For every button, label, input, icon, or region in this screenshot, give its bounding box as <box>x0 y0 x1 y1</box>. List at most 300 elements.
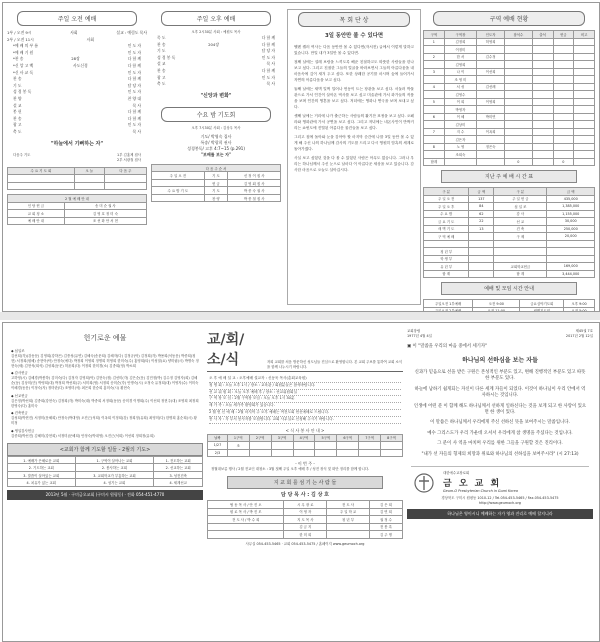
next-week-row-cell: 찬 양 <box>204 194 228 202</box>
prayer-row-cell: 2. 봉사하는 교회 <box>75 464 154 472</box>
meal-header: 3구역 <box>271 434 293 442</box>
prayer-row <box>8 464 203 472</box>
schedule-row-cell: 금요심야기도회 <box>520 300 564 308</box>
meal-header: 날짜 <box>208 434 228 442</box>
pastor-column <box>287 9 421 305</box>
cell-group-row-cell <box>504 106 532 114</box>
meal-header: 6구역 <box>337 434 359 442</box>
staff-row-cell: 시 무 장 로 <box>284 501 327 509</box>
attendance-title: 지난 주 예 배 시 간 표 <box>441 170 577 183</box>
cell-group-row-cell <box>532 106 553 114</box>
attendance-row-cell: 청 년 부 <box>424 248 469 256</box>
attendance-row-cell: 30,000 <box>547 218 595 226</box>
cell-group-row-cell <box>532 91 553 99</box>
prayer-row <box>8 471 203 479</box>
attendance-row-cell: 십 일 조 <box>494 203 547 211</box>
schedule-title: 예배 및 모임 시간 안내 <box>441 282 577 295</box>
meal-row-cell <box>293 449 315 457</box>
attendance-row-cell: 금 요 기 도 <box>424 218 469 226</box>
cell-group-row <box>424 53 595 61</box>
prayer-row-cell: 1. 예배가 은혜로운 교회 <box>8 456 76 464</box>
next-week-row-cell: 김 영 회 집 사 <box>228 179 281 187</box>
weekly-service-row-cell: 김 영 호 정 미 숙 <box>64 210 146 218</box>
cell-group-row-cell <box>504 68 532 76</box>
cell-group-row-cell <box>553 128 574 136</box>
cell-group-row-cell <box>574 46 595 54</box>
cell-group-header: 비고 <box>574 31 595 39</box>
attendance-row-cell <box>547 255 595 263</box>
next-week-row-cell: 수 요 밤 기 도 <box>152 187 205 195</box>
cell-group-row-cell: 나 이 <box>444 68 476 76</box>
attendance-row-cell: 주 일 헌 금 <box>494 195 547 203</box>
weekly-service-row <box>8 210 147 218</box>
cell-group-row <box>424 61 595 69</box>
cell-group-row-cell <box>444 158 476 166</box>
attendance-row-cell <box>469 240 494 248</box>
meal-header: 4구역 <box>293 434 315 442</box>
afternoon-order-row-cell: 인 도 자 <box>261 54 275 60</box>
pastor-column-paragraph: 헬렌 켈러 여사는 다음 동안만 볼 수 있다면(자서전) 글에서 이렇게 말하고 있습니다. 만일 내가 3일만 볼 수 있다면. <box>294 45 414 55</box>
cell-group-row-cell <box>504 151 532 159</box>
cell-group-header: 구역 <box>424 31 445 39</box>
cell-group-row-cell: 박영자 <box>444 106 476 114</box>
afternoon-order-row-cell: 다 함 께 <box>261 67 275 73</box>
cell-group-row-cell: 4 <box>424 83 445 91</box>
cell-group-row-cell <box>504 121 532 129</box>
afternoon-order-row-cell: 축 도 <box>157 81 166 87</box>
attendance-row <box>424 233 595 241</box>
morning-subtitle-row <box>7 37 147 44</box>
meal-row-cell <box>359 449 381 457</box>
meal-row-cell <box>359 442 381 450</box>
morning-order-row-cell: 광 고 <box>13 122 22 128</box>
morning-order-row-cell: 기 도 <box>13 82 22 88</box>
senior-pastor: 담 당 목 사 : 김 상 호 <box>281 492 329 499</box>
cell-group-row-cell <box>477 158 505 166</box>
afternoon-order-row <box>157 55 275 62</box>
afternoon-order-row-cell: 찬 송 <box>157 67 166 73</box>
news-item: 선 교 위 원 회 : 오늘 오후 예배 후 / 장소 : 선교위원회실 <box>209 390 401 397</box>
afternoon-subtitle: 오후 2시30분 사회 : 예원도 목사 <box>191 30 241 34</box>
morning-order-row-cell: 축 도 <box>13 128 22 134</box>
weekly-service-row-cell: 예 배 안 내 <box>8 217 65 225</box>
morning-subtitle-cell: 2부 / 오전 11시 <box>7 36 34 42</box>
meal-row <box>208 442 403 450</box>
next-week-prayer-label: 다음주 기도 <box>13 152 31 157</box>
cell-group-row-cell: 김영희 <box>444 61 476 69</box>
staff-table <box>207 500 403 539</box>
cell-group-row-cell <box>574 113 595 121</box>
cell-group-row-cell <box>504 98 532 106</box>
attendance-row-cell <box>547 248 595 256</box>
morning-order-row-cell: 다 함 께 <box>127 109 141 115</box>
cell-group-row-cell <box>574 98 595 106</box>
cell-group-header: 헌금 <box>553 31 574 39</box>
cell-group-row-cell <box>553 91 574 99</box>
meal-row-cell <box>337 449 359 457</box>
morning-order-row <box>13 83 141 90</box>
prayer-row-cell: 1. 전도하는 교회 <box>154 456 203 464</box>
cell-group-row-cell <box>574 53 595 61</box>
church-news-header-note: 저희 교회를 처음 방문하신 성도님들 진심으로 환영합니다. 본 교회 주보를 통하여 교회 소식을 함께 나누시기 바랍니다. <box>266 360 403 369</box>
morning-order-row-cell: 인 도 자 <box>127 89 141 95</box>
cell-group-row-cell <box>553 53 574 61</box>
afternoon-order-row <box>157 48 275 55</box>
staff-row-cell: 권 정 수 <box>369 516 402 524</box>
morning-order-row-cell: 28장 <box>71 56 80 62</box>
cell-group-row-cell: 이 희 <box>444 98 476 106</box>
morning-order-row-cell: 인 도 자 <box>127 122 141 128</box>
staff-section-title: 지 교 회 를 섬 기 는 사 람 들 <box>227 476 383 489</box>
attendance-row-cell <box>469 263 494 271</box>
attendance-row-cell <box>494 248 547 256</box>
next-week-row-cell: 박 종 숙 권 사 <box>228 187 281 195</box>
afternoon-order-row <box>157 81 275 88</box>
cell-group-header: 구역장 <box>444 31 476 39</box>
offering-row-cell <box>8 182 75 190</box>
next-week-row <box>152 179 281 187</box>
afternoon-worship-title: 주일 오후 예배 <box>161 11 271 26</box>
cell-group-row <box>424 76 595 84</box>
cell-group-row-cell <box>574 76 595 84</box>
news-item: 봉 사 자 : 각 부서 봉사자를 모집합니다. 교회 사무실로 신청해 주시기 바랍니다. <box>209 417 401 424</box>
schedule-row-cell: 오전 9:00 <box>473 300 520 308</box>
cell-group-row-cell <box>532 151 553 159</box>
cell-group-row-cell: 0 <box>553 158 574 166</box>
attendance-header: 금 액 <box>547 188 595 196</box>
cell-group-row-cell: 김은자 <box>444 136 476 144</box>
cell-group-row-cell <box>532 158 553 166</box>
meal-row-cell <box>227 449 249 457</box>
cell-group-row-cell <box>532 76 553 84</box>
cell-group-row-cell: 합계 <box>424 158 445 166</box>
cell-group-row-cell <box>477 46 505 54</box>
staff-row-cell: 김 금 지 <box>284 523 327 531</box>
cell-group-row-cell: 허영희 <box>477 38 505 46</box>
offering-header: 다 음 주 <box>104 167 146 175</box>
afternoon-order-row-cell: 204장 <box>208 41 220 47</box>
meal-header: 7구역 <box>359 434 381 442</box>
morning-order-row <box>13 129 141 136</box>
cell-group-row-cell: 이정미 <box>444 46 476 54</box>
wednesday-prayer-leader: 기도/ 박영숙 집사 <box>200 133 232 139</box>
cell-group-row-cell: 조희숙 <box>444 151 476 159</box>
attendance-row-cell: 84 <box>469 203 494 211</box>
denomination-label: 대한예수교장로회 <box>443 471 470 476</box>
meal-row-cell: 2/3 <box>208 449 228 457</box>
staff-row-cell: 김 연 희 <box>369 508 402 516</box>
wednesday-scripture: 성경봉독/ 고후 4:7~15 (p.291) <box>187 145 245 151</box>
weekly-service-row <box>8 202 147 210</box>
cell-group-row-cell: 이 혜 <box>444 113 476 121</box>
cell-group-row-cell <box>574 143 595 151</box>
meal-row-cell <box>249 442 271 450</box>
meal-row-cell: 1/27 <box>208 442 228 450</box>
next-week-row-cell <box>152 194 205 202</box>
morning-order-row-cell: 목 사 <box>132 102 141 108</box>
cell-group-row-cell: 이옥희 <box>477 128 505 136</box>
cell-group-row-cell <box>504 76 532 84</box>
morning-worship-title: 주일 오전 예배 <box>17 11 137 26</box>
attendance-row-cell: 13 <box>469 225 494 233</box>
cell-group-row <box>424 136 595 144</box>
meal-header: 2구역 <box>249 434 271 442</box>
cell-group-row <box>424 158 595 166</box>
morning-order-row-cell: 성 경 봉 독 <box>13 89 32 95</box>
morning-order-row <box>13 50 141 57</box>
attendance-row-cell: 62 <box>469 210 494 218</box>
attendance-row-cell: 주 일 오 후 <box>424 203 469 211</box>
afternoon-order-row <box>157 75 275 82</box>
cell-group-row-cell <box>532 98 553 106</box>
offering-group-names: 김은정(박선희) 김종희(강현숙) 김정희(각) 박미숙(대) 박종희 서정희(동문) 송미경 이명희(수) 이선희 정현주(대) 조영희 최정희 한영숙(다) 홍미숙 <box>11 398 199 408</box>
cell-group-row-cell <box>424 76 445 84</box>
prayer-row-cell: 1. 구역이 살아나는 교회 <box>75 456 154 464</box>
attendance-row-cell: 250,000 <box>547 225 595 233</box>
attendance-row-cell: 합 계 <box>424 270 469 278</box>
cell-group-row <box>424 46 595 54</box>
cell-group-row-cell <box>532 46 553 54</box>
wednesday-special-song: 특송/ 박광희 권사 <box>200 139 232 145</box>
offering-row-cell <box>74 182 104 190</box>
attendance-row-cell: 20,000 <box>547 233 595 241</box>
offerings-title: 헌기로운 예물 <box>83 334 127 342</box>
morning-order-row-cell: 찬 양 <box>13 95 22 101</box>
offering-group-name: ◆ 감사헌금 <box>11 371 28 376</box>
weekly-service-row <box>8 217 147 225</box>
morning-order-row-cell: *신 사 교 독 <box>13 69 34 75</box>
next-week-row-cell: 박 종 철 집 사 <box>228 194 281 202</box>
morning-order-row-cell: 사도신경 <box>73 62 88 68</box>
cell-group-table <box>423 30 595 166</box>
weekly-service-table <box>7 194 147 225</box>
afternoon-order-row-cell: 목 사 <box>266 81 275 87</box>
schedule-table <box>423 299 595 312</box>
cell-group-row-cell <box>574 128 595 136</box>
next-week-order-title: 다 음 주 순 서 <box>152 164 281 172</box>
attendance-row <box>424 218 595 226</box>
cell-group-row-cell: 이선희 <box>477 68 505 76</box>
poem-title: 하나님의 선하심을 보는 자들 <box>462 357 538 364</box>
offering-group-name: ◆ 십일조 <box>11 349 25 353</box>
cell-group-row-cell <box>553 151 574 159</box>
prayer-row <box>8 479 203 487</box>
offerings-column <box>7 329 203 635</box>
cell-group-row-cell <box>553 68 574 76</box>
cell-group-row-cell <box>553 46 574 54</box>
offering-header: 수 요 기 도 회 <box>8 167 75 175</box>
cell-group-row-cell <box>532 38 553 46</box>
attendance-row-cell: 169,000 <box>547 263 595 271</box>
prayer-row-cell: 2. 기도하는 교회 <box>8 464 76 472</box>
morning-order-row-cell: 인 도 자 <box>127 49 141 55</box>
poem-stanza: 하늘에 남하기 쉽게되는 자신이 다른 세계 자들이 되었다. 이것이 하나님이 우리 안에서 역사하시는 것입니다. <box>414 386 586 399</box>
cell-group-row-cell <box>504 46 532 54</box>
cell-group-row-cell <box>574 68 595 76</box>
next-week-row-cell: 주 일 오 전 <box>152 172 205 180</box>
offering-group-name: ◆ 건축헌금 <box>11 411 28 416</box>
afternoon-order-row <box>157 42 275 49</box>
cell-group-row-cell <box>553 38 574 46</box>
weekly-service-title: 2 월 예 배 안 내 <box>8 195 147 203</box>
offering-group-names: 고하영(시) 김혜경(박봉하) 김미숙(다) 김정자 김영희(탁) 김현숙(정) 김선미(각) 김은순(문) 김민정(박) 김수정 김영자(희) 김혜순(동) 김상미(민) 박영희(대) 박정희 박선희(주) 서미희(영) 서정희 송미순(각) 안명숙(시) 오정숙 유정희(대) 이영자(수) 이미숙 이혜경(동문) 이정숙(자) 정미란(다) 조영미(석) 최은희 한승희 홍미숙(시) 황현숙 <box>11 376 199 390</box>
offering-row-cell <box>74 175 104 183</box>
church-news-column <box>207 329 403 635</box>
attendance-row <box>424 270 595 278</box>
afternoon-order-row-cell: 다 함 께 <box>261 41 275 47</box>
cell-group-row-cell <box>574 136 595 144</box>
cell-group-row-cell <box>532 68 553 76</box>
attendance-row <box>424 210 595 218</box>
cell-group-row-cell: 김상미 <box>444 121 476 129</box>
morning-order-row-cell: 목 사 <box>132 128 141 134</box>
cell-group-row-cell <box>553 76 574 84</box>
cell-group-row <box>424 106 595 114</box>
meal-row-cell <box>381 449 403 457</box>
meal-row-cell <box>315 442 337 450</box>
attendance-row-cell: 22 <box>469 218 494 226</box>
cell-group-row-cell <box>553 106 574 114</box>
meal-table-title: < 식 사 봉 사 안 내 > <box>285 427 325 433</box>
next-week-row-cell: 신 정 이 집 사 <box>228 172 281 180</box>
prayer-row-cell: 2. 선교하는 교회 <box>154 464 203 472</box>
cell-group-row-cell <box>477 136 505 144</box>
pastor-column-headline: 3일 동안만 볼 수 있다면 <box>324 33 384 39</box>
church-news-footer: 사무실 054-453-5465 · 교회 054-453-5475 / 홈페이지 www.geumoch.org <box>245 541 365 546</box>
weekly-service-row-cell: 인 당 헌 금 <box>8 202 65 210</box>
cell-group-row-cell <box>532 121 553 129</box>
cell-group-row-cell: 0 <box>504 158 532 166</box>
next-week-row <box>152 187 281 195</box>
staff-row-cell: 김 주 명 <box>369 531 402 539</box>
cell-group-row-cell <box>504 136 532 144</box>
morning-order-row-cell: 인 도 자 <box>127 43 141 49</box>
morning-order-row-cell: 다 함 께 <box>127 62 141 68</box>
attendance-row <box>424 263 595 271</box>
morning-order-row <box>13 103 141 110</box>
staff-row-cell: 전 도 사 <box>327 501 370 509</box>
cell-group-row-cell: 7 <box>424 128 445 136</box>
morning-sermon-title: "하늘에서 기뻐하는 자" <box>50 140 104 147</box>
pastor-column-paragraph: 둘째 날에는 새벽 일찍 일어나 먼동이 트는 장관을 보고 싶다. 서둘러 박물관으로 가서 인간이 살아온 역사를 보고 싶고 미술관에 가서 화가들의 작품을 보며 인간의 영혼을 보고 싶다. 저녁에는 영화나 연극을 보며 보내고 싶다. <box>294 87 414 109</box>
church-founding: 교회창립 1977년 4월 4일 <box>407 329 432 338</box>
cell-group-row-cell <box>477 106 505 114</box>
cell-group-row-cell <box>574 158 595 166</box>
morning-order-row <box>13 89 141 96</box>
attendance-row <box>424 248 595 256</box>
cell-group-title: 구역 예배 현황 <box>433 11 585 26</box>
poem-stanza: 예수 그리스도가 우리 가운데 오셔서 우리에게 참 생명을 주셨다는 것입니다. <box>427 430 573 436</box>
cover-column <box>407 329 593 635</box>
afternoon-order-row-cell: 기 도 <box>157 48 166 54</box>
cell-group-header: 참석수 <box>504 31 532 39</box>
prayer-row-cell: 3. 말씀이 살아있는 교회 <box>8 471 76 479</box>
bulletin-outer-page <box>2 2 600 312</box>
attendance-row-cell <box>469 233 494 241</box>
afternoon-order-row-cell: 설 교 <box>157 61 166 67</box>
poem-stanza: 그 분이 사 역을 마치며 우리를 위한 그들을 구원할 것은 진리이다. <box>437 441 563 447</box>
prayer-row-cell: 4. 섬기는 교회 <box>75 479 154 487</box>
afternoon-order-row-cell: 목 사 <box>266 61 275 67</box>
cell-group-row-cell <box>574 151 595 159</box>
attendance-row-cell <box>494 255 547 263</box>
cell-group-row-cell <box>574 38 595 46</box>
cell-group-row-cell: 노 영 <box>444 143 476 151</box>
issue-number: 제45권 7호 2017년 2월 12일 <box>565 329 593 338</box>
meal-row-cell: 조 <box>227 442 249 450</box>
cell-group-row-cell <box>532 113 553 121</box>
staff-row-cell: 전 도 사 / 박 수 희 <box>208 516 284 524</box>
wednesday-sermon: "보배를 보는 자" <box>200 151 232 157</box>
pastor-column-paragraph: 첫째 날에는 설레 보람을 느끼도록 해준 친절하고도 따뜻한 사람들을 한나 보고 싶다. 그리고 친절한 그들의 얼굴을 바라보면서 그들의 아름다움을 내 마음속에 깊이 새겨 두고 싶다. 또한 상쾌한 공기를 마시며 숲에 들어가서 자연의 아름다움을 보고 싶다. <box>294 60 414 82</box>
morning-subtitle-cell: 사회 <box>86 36 95 42</box>
cell-group-row-cell: 지 수 <box>444 128 476 136</box>
schedule-row-cell: 주일오전 1부예배 <box>424 300 473 308</box>
cell-group-row-cell <box>477 76 505 84</box>
staff-row-cell: 김 은 희 <box>369 501 402 509</box>
morning-worship-column <box>7 9 147 305</box>
afternoon-sermon-title: "신앙과 변화" <box>200 92 232 99</box>
morning-order-row <box>13 70 141 77</box>
attendance-row <box>424 203 595 211</box>
attendance-row-cell: 주 일 오 전 <box>424 195 469 203</box>
cell-group-header: 인도자 <box>477 31 505 39</box>
poem-stanza: "내가 선 자들의 형제의 희망과 위로와 하나님의 선하심을 보여주시라" (시 27:13) <box>421 451 579 457</box>
page-fold-divider <box>0 312 600 320</box>
weekly-service-row-cell: 조 선 화 안 서 현 <box>64 217 146 225</box>
news-item: 청 명 회 : 오늘 오후 1시 / 장소 : 교육관 / 회원분들은 참석바랍니다. <box>209 383 401 390</box>
church-homepage[interactable]: http://www.geumoch.org <box>479 501 521 506</box>
cell-group-row <box>424 143 595 151</box>
cell-group-row-cell <box>553 121 574 129</box>
schedule-row-cell: 오전 11:00 <box>473 307 520 312</box>
morning-order-row-cell: 찬 송 <box>13 115 22 121</box>
news-item: 새 가 족 : 오늘 새가족 환영회가 있습니다. <box>209 403 401 410</box>
attendance-row <box>424 195 595 203</box>
cell-group-row-cell <box>504 38 532 46</box>
staff-row-cell <box>208 523 284 531</box>
staff-row-cell: 원 로 목 사 / 박 진 모 <box>208 508 284 516</box>
attendance-row-cell: 유 년 부 <box>424 263 469 271</box>
prayer-row-cell: 4. 세계선교 <box>154 479 203 487</box>
meal-row-cell <box>315 449 337 457</box>
attendance-row-cell: 새 벽 기 도 <box>424 225 469 233</box>
cell-group-row-cell <box>553 143 574 151</box>
meal-row <box>208 449 403 457</box>
afternoon-order-row <box>157 61 275 68</box>
morning-order-row-cell: *예 배 의 부 름 <box>13 43 39 49</box>
cell-group-row-cell <box>424 46 445 54</box>
morning-order-row-cell: *신 앙 고 백 <box>13 62 34 68</box>
cell-group-row <box>424 128 595 136</box>
staff-row-cell <box>208 531 284 539</box>
cell-group-row-cell <box>504 143 532 151</box>
notice-title: - 이 번 주 - <box>295 461 315 467</box>
meal-table <box>207 434 403 458</box>
news-item: 오 후 예 배 설 교 : 오후예배 설교자 : 신동욱 목사(총회교육원) <box>209 376 401 383</box>
attendance-row-cell <box>469 255 494 263</box>
cell-group-row-cell: 박미연 <box>477 113 505 121</box>
next-week-row-cell: 헌 금 <box>204 179 228 187</box>
cell-group-row-cell <box>574 91 595 99</box>
cell-group-row-cell: 6 <box>424 113 445 121</box>
attendance-row-cell: 구 역 예 배 <box>424 233 469 241</box>
pastor-column-paragraph: 셋째 날에는 거리에 나가 출근하는 사람들의 활기찬 표정을 보고 싶다. 오페라와 영화관에 가서 공연을 보고 싶다. 그리고 저녁에는 네온사인이 반짝거리는 쇼윈도에 진열된 아름다운 물건들을 보고 싶다. <box>294 114 414 130</box>
afternoon-order-row-cell: 다 함 께 <box>261 35 275 40</box>
offering-group-name: ◆ 생일감사헌금 <box>11 428 35 433</box>
morning-order-row-cell: 다 함 께 <box>127 115 141 121</box>
attendance-row-cell: 수 요 밤 <box>424 210 469 218</box>
